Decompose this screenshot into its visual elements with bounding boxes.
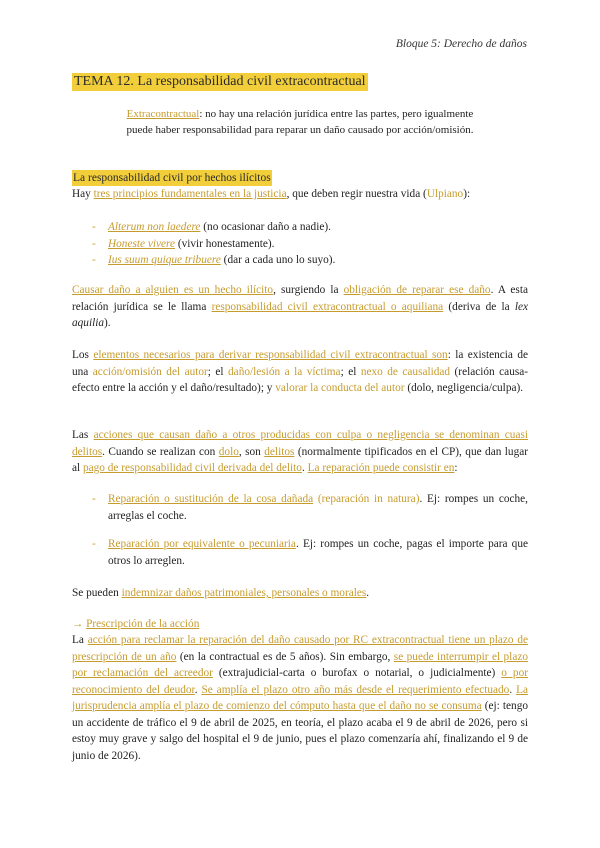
highlight: elementos necesarios para derivar responsabilidad civil extracontractual son xyxy=(93,349,448,361)
paragraph-illicit-act xyxy=(72,282,528,332)
principles-list xyxy=(92,219,528,269)
subsection-title: Prescripción de la acción xyxy=(86,618,200,630)
text: (en la contractual es de 5 años). Sin embargo, xyxy=(176,650,394,663)
repair-example: . Ej: rompes un coche, pagas el importe para que otros lo arreglen. xyxy=(108,538,528,567)
highlight: La reparación puede consistir en xyxy=(307,462,455,474)
text: , que deben regir nuestra vida ( xyxy=(286,188,427,200)
page-title: TEMA 12. La responsabilidad civil extracontractual xyxy=(74,74,366,89)
paragraph-compensation xyxy=(72,585,528,602)
highlight: o por reconocimiento del deudor xyxy=(72,667,528,696)
text: . Cuando se realizan con xyxy=(102,445,219,458)
repair-note: (reparación in natura) xyxy=(313,493,420,505)
text: ): xyxy=(463,188,471,200)
highlight: valorar la conducta del autor xyxy=(275,382,405,394)
highlight: daño/lesión a la víctima xyxy=(228,365,341,378)
text: . xyxy=(301,462,308,474)
principle-meaning: (dar a cada uno lo suyo). xyxy=(220,254,336,266)
list-item xyxy=(92,491,528,524)
latin-principle: Honeste vivere xyxy=(108,237,176,250)
highlight: se puede interrumpir el plazo por reclamación del acreedor xyxy=(72,650,528,679)
text: (ej: tengo un accidente de tráfico el 9 de abril de 2025, en teoría, el plazo acaba el 9 de abril de 2026, pero si estoy muy grave y salgo del hospital el 9 de junio, pues el plazo comenzaría ahí, finalizando el 9 de junio de 2026). xyxy=(72,700,528,762)
highlight: obligación de reparar ese daño xyxy=(343,284,491,296)
principles-link: tres principios fundamentales en la justicia xyxy=(93,188,287,200)
prescription-heading xyxy=(72,616,528,633)
text: Se pueden xyxy=(72,587,122,599)
latin-principle: Ius suum quique tribuere xyxy=(108,254,221,266)
list-item xyxy=(92,236,528,253)
arrow-icon: → xyxy=(72,618,87,630)
highlight: nexo de causalidad xyxy=(360,365,451,378)
text: (deriva de la xyxy=(443,300,515,313)
section-title: La responsabilidad civil por hechos ilícitos xyxy=(73,172,271,184)
text: (extrajudicial-carta o burofax o notarial, o judicialmente) xyxy=(212,667,502,679)
paragraph-quasi-delicts xyxy=(72,427,528,477)
list-item xyxy=(92,219,528,236)
text: . xyxy=(366,587,370,599)
text: . A esta relación jurídica se le llama xyxy=(72,284,528,313)
list-item xyxy=(92,252,528,269)
principles-intro xyxy=(72,186,528,203)
text: (dolo, negligencia/culpa). xyxy=(404,382,524,394)
repair-example: . Ej: rompes un coche, arreglas el coche. xyxy=(108,493,528,522)
text: . xyxy=(194,683,202,696)
repair-type: Reparación o sustitución de la cosa dañada xyxy=(108,493,314,505)
highlight: pago de responsabilidad civil derivada del delito xyxy=(82,462,302,474)
principle-meaning: (no ocasionar daño a nadie). xyxy=(200,221,331,233)
latin-principle: Alterum non laedere xyxy=(108,221,201,233)
text: , son xyxy=(238,445,265,458)
text: : la existencia de una xyxy=(72,349,528,378)
text: (relación causa-efecto entre la acción y el daño/resultado); y xyxy=(72,365,529,394)
text: ). xyxy=(104,317,111,329)
text: Las xyxy=(72,429,94,441)
highlight: Se amplía el plazo otro año más desde el requerimiento efectuado xyxy=(201,683,510,696)
repair-type: Reparación por equivalente o pecuniaria xyxy=(108,538,296,550)
ulpiano: Ulpiano xyxy=(426,188,464,200)
principle-meaning: (vivir honestamente). xyxy=(175,237,275,250)
text: ; el xyxy=(340,365,361,378)
text: , surgiendo la xyxy=(273,284,344,296)
highlight: dolo xyxy=(218,445,239,458)
highlight: delitos xyxy=(264,445,295,458)
highlight: indemnizar daños patrimoniales, personales o morales xyxy=(121,587,367,599)
text: Los xyxy=(72,349,94,361)
paragraph-prescription xyxy=(72,632,528,764)
page-header: Bloque 5: Derecho de daños xyxy=(395,38,527,50)
text: La xyxy=(72,634,88,646)
highlight: acción para reclamar la reparación del daño causado por RC extracontractual tiene un plazo de prescripción de un año xyxy=(72,634,528,663)
highlight: acciones que causan daño a otros producidas con culpa o negligencia se denominan cuasi delitos xyxy=(72,429,529,458)
text: Hay xyxy=(72,188,94,200)
paragraph-elements xyxy=(72,347,528,397)
highlight: Causar daño a alguien es un hecho ilícito xyxy=(72,284,274,296)
intro-term: Extracontractual xyxy=(126,108,200,120)
text: ; el xyxy=(207,365,229,378)
list-item xyxy=(92,536,528,569)
intro-text: : no hay una relación jurídica entre las partes, pero igualmente puede haber responsabilidad para reparar un daño causado por acción/omisión. xyxy=(126,108,474,136)
highlight: La jurisprudencia amplía el plazo de comienzo del cómputo hasta que el daño no se consuma xyxy=(72,683,528,712)
italic-term: lex aquilia xyxy=(72,300,528,329)
highlight: acción/omisión del autor xyxy=(92,365,208,378)
text: . xyxy=(509,683,517,696)
repair-list xyxy=(92,491,528,581)
intro-definition xyxy=(120,107,480,138)
highlight: responsabilidad civil extracontractual o aquiliana xyxy=(211,300,444,313)
text: (normalmente tipificados en el CP), que dan lugar al xyxy=(72,445,529,474)
text: : xyxy=(454,462,458,474)
